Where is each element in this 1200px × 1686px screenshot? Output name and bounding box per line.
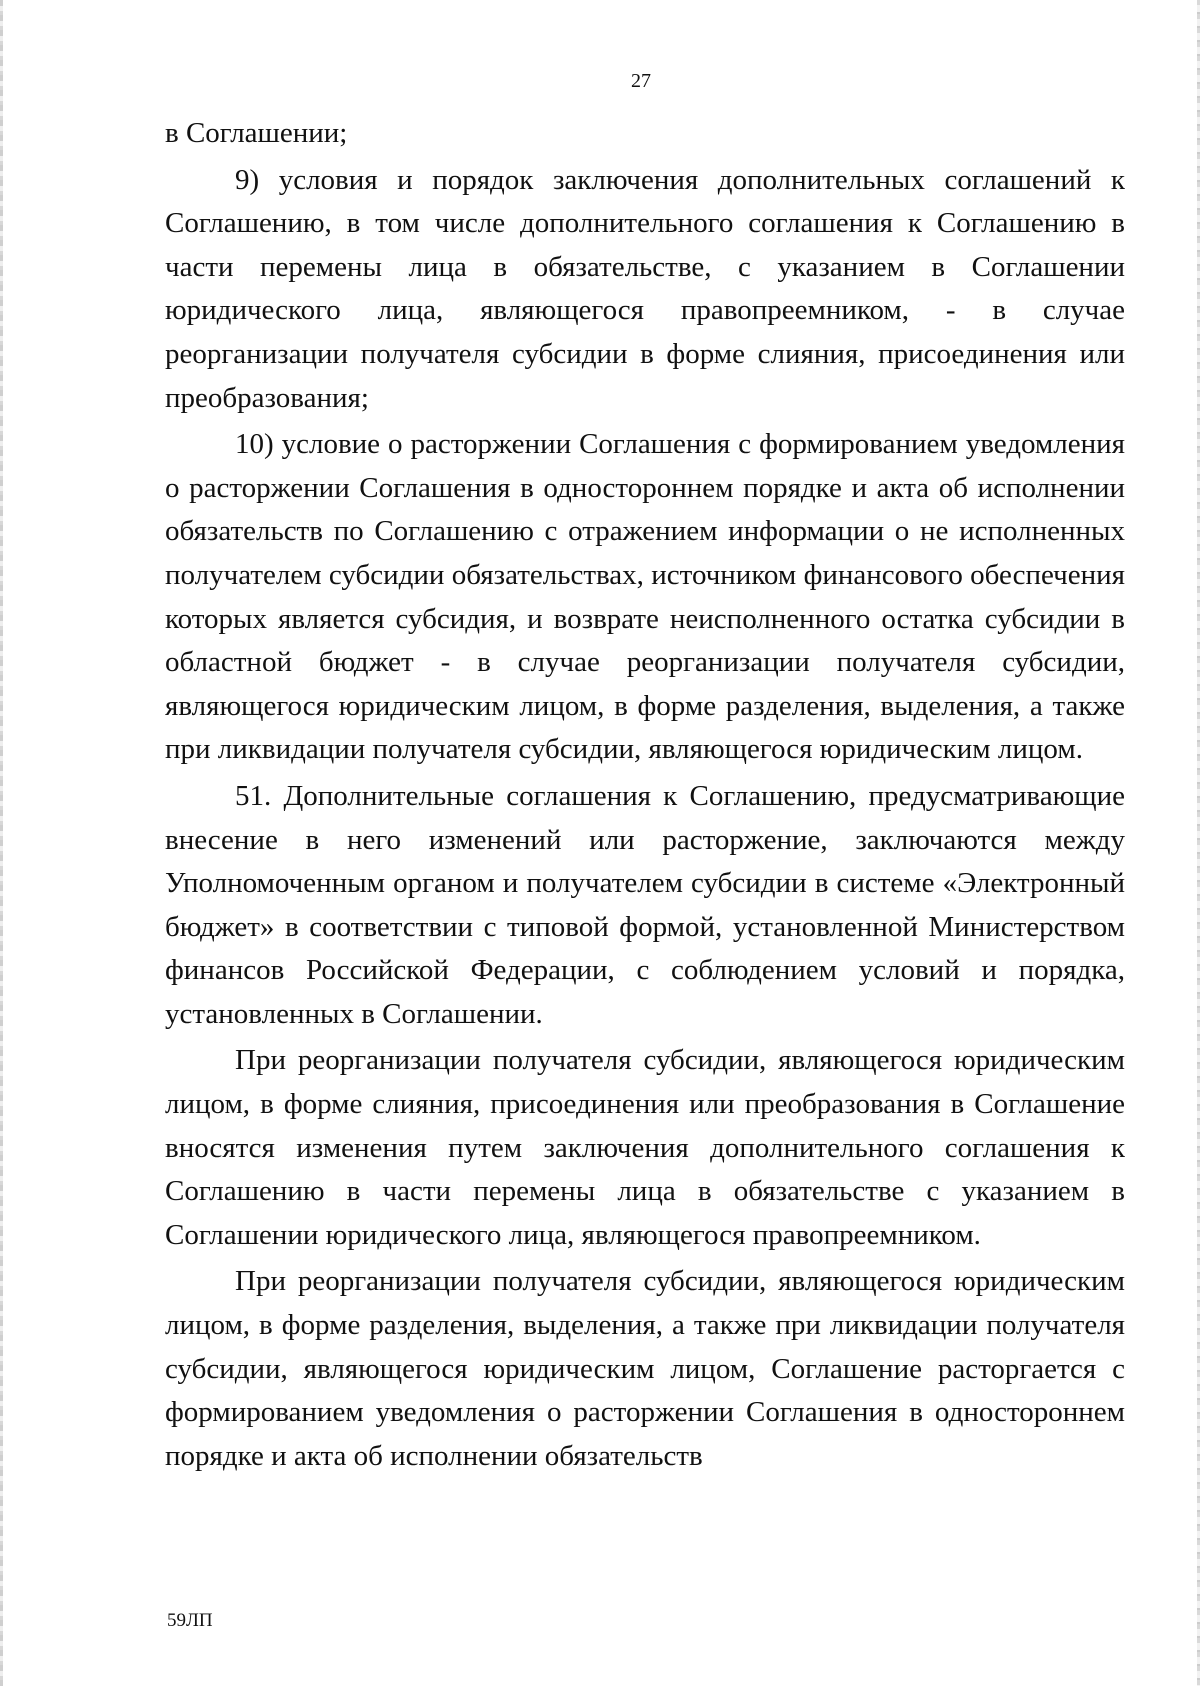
document-body <box>165 112 1125 1478</box>
paragraph-merger-reorganization: При реорганизации получателя субсидии, являющегося юридическим лицом, в форме слияния, присоединения или преобразования в Соглашение вносятся изменения путем заключения дополнительного соглашения к Соглашению в части перемены лица в обязательстве с указанием в Соглашении юридического лица, являющегося правопреемником. <box>165 1044 1125 1251</box>
paragraph-item-9: 9) условия и порядок заключения дополнительных соглашений к Соглашению, в том числе дополнительного соглашения к Соглашению в части перемены лица в обязательстве, с указанием в Соглашении юридического лица, являющегося правопреемником, - в случае реорганизации получателя субсидии в форме слияния, присоединения или преобразования; <box>165 163 1125 414</box>
paragraph-division-liquidation: При реорганизации получателя субсидии, являющегося юридическим лицом, в форме разделения, выделения, а также при ликвидации получателя субсидии, являющегося юридическим лицом, Соглашение расторгается с формированием уведомления о расторжении Соглашения в одностороннем порядке и акта об исполнении обязательств <box>165 1265 1125 1472</box>
page-number: 27 <box>631 70 651 92</box>
paragraph-item-10: 10) условие о расторжении Соглашения с формированием уведомления о расторжении Соглашения в одностороннем порядке и акта об исполнении обязательств по Соглашению с отражением информации о не исполненных получателем субсидии обязательствах, источником финансового обеспечения которых является субсидия, и возврате неисполненного остатка субсидии в областной бюджет - в случае реорганизации получателя субсидии, являющегося юридическим лицом, в форме разделения, выделения, а также при ликвидации получателя субсидии, являющегося юридическим лицом. <box>165 428 1125 766</box>
footer-document-code: 59ЛП <box>167 1610 213 1631</box>
paragraph-clause-51: 51. Дополнительные соглашения к Соглашению, предусматривающие внесение в него изменений или расторжение, заключаются между Уполномоченным органом и получателем субсидии в системе «Электронный бюджет» в соответствии с типовой формой, установленной Министерством финансов Российской Федерации, с соблюдением условий и порядка, установленных в Соглашении. <box>165 779 1125 1030</box>
paragraph-continuation: в Соглашении; <box>165 117 348 149</box>
scan-edge-left <box>0 0 3 1686</box>
